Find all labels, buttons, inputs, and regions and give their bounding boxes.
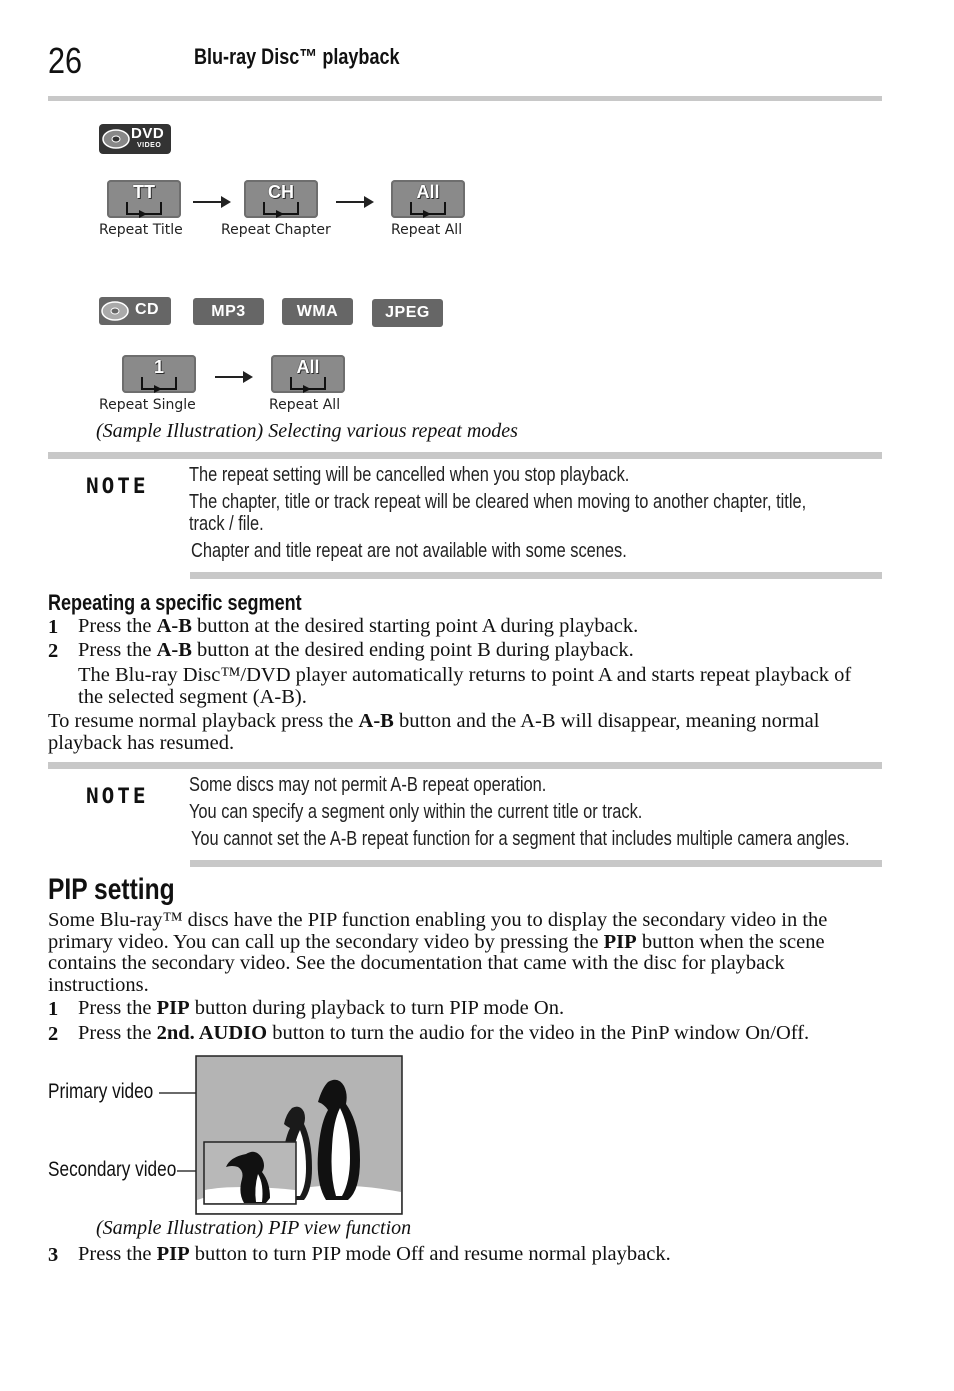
dvd-video-logo bbox=[99, 124, 171, 154]
dvd-logo-text: DVD bbox=[131, 125, 165, 142]
pip-illustration bbox=[150, 1050, 410, 1220]
step-text: Press the A-B button at the desired ending point B during playback. bbox=[78, 639, 634, 661]
repeat-all-label: Repeat All bbox=[391, 222, 463, 238]
note-label: NOTE bbox=[86, 474, 149, 498]
repeat-title-icon bbox=[107, 180, 181, 218]
repeat-title-label: Repeat Title bbox=[99, 222, 183, 238]
repeat-all-cd-glyph: All bbox=[296, 357, 320, 377]
step-text: Press the PIP button during playback to turn PIP mode On. bbox=[78, 997, 565, 1019]
pip-intro: Some Blu-ray™ discs have the PIP function enabling you to display the secondary video in the primary video. You can call up the secondary video by pressing the PIP button when the scene contains the secondary video. See the documentation that came with the disc for playback instructions. bbox=[48, 909, 828, 996]
note-line: You cannot set the A-B repeat function for a segment that includes multiple camera angles. bbox=[191, 828, 850, 850]
step-detail: The Blu-ray Disc™/DVD player automatically returns to point A and starts repeat playback of the selected segment (A-B). bbox=[78, 664, 852, 708]
page-number: 26 bbox=[48, 40, 83, 81]
arrow-icon bbox=[193, 201, 229, 203]
step-text: Press the A-B button at the desired starting point A during playback. bbox=[78, 615, 639, 637]
step-number: 2 bbox=[48, 1023, 59, 1045]
repeat-chapter-icon bbox=[244, 180, 318, 218]
repeat-single-label: Repeat Single bbox=[99, 397, 196, 413]
header-rule bbox=[48, 96, 882, 101]
dvd-logo-subtext: VIDEO bbox=[137, 142, 162, 149]
step-number: 1 bbox=[48, 998, 59, 1020]
wma-logo: WMA bbox=[282, 298, 353, 325]
figure-caption: (Sample Illustration) PIP view function bbox=[96, 1217, 412, 1239]
step-number: 3 bbox=[48, 1244, 59, 1266]
note-line: track / file. bbox=[189, 513, 264, 535]
step-text: Press the PIP button to turn PIP mode Off and resume normal playback. bbox=[78, 1243, 671, 1265]
resume-paragraph: To resume normal playback press the A-B button and the A-B will disappear, meaning normal playback has resumed. bbox=[48, 710, 820, 754]
section-heading: PIP setting bbox=[48, 873, 175, 906]
repeat-single-icon bbox=[122, 355, 196, 393]
note-line: The chapter, title or track repeat will be cleared when moving to another chapter, title, bbox=[189, 491, 807, 513]
repeat-title-glyph: TT bbox=[133, 182, 155, 202]
note-line: The repeat setting will be cancelled when you stop playback. bbox=[189, 464, 630, 486]
section-heading: Repeating a specific segment bbox=[48, 590, 302, 615]
step-text: Press the 2nd. AUDIO button to turn the audio for the video in the PinP window On/Off. bbox=[78, 1022, 810, 1044]
note-bottom-rule bbox=[190, 860, 882, 867]
repeat-all-glyph: All bbox=[416, 182, 440, 202]
disc-icon bbox=[100, 297, 130, 325]
repeat-chapter-glyph: CH bbox=[268, 182, 294, 202]
note-top-rule bbox=[48, 762, 882, 769]
note-top-rule bbox=[48, 452, 882, 459]
note-line: You can specify a segment only within the current title or track. bbox=[189, 801, 643, 823]
repeat-all-icon bbox=[391, 180, 465, 218]
primary-video-label: Primary video bbox=[48, 1080, 154, 1103]
secondary-video-label: Secondary video bbox=[48, 1158, 177, 1181]
repeat-all-cd-label: Repeat All bbox=[269, 397, 341, 413]
step-number: 2 bbox=[48, 640, 59, 662]
note-line: Chapter and title repeat are not available with some scenes. bbox=[191, 540, 627, 562]
step-number: 1 bbox=[48, 616, 59, 638]
arrow-icon bbox=[336, 201, 372, 203]
note-bottom-rule bbox=[190, 572, 882, 579]
repeat-all-cd-icon bbox=[271, 355, 345, 393]
note-line: Some discs may not permit A-B repeat operation. bbox=[189, 774, 547, 796]
figure-caption: (Sample Illustration) Selecting various repeat modes bbox=[96, 420, 518, 442]
jpeg-logo: JPEG bbox=[372, 299, 443, 327]
disc-icon bbox=[101, 124, 131, 154]
cd-logo bbox=[99, 297, 171, 325]
arrow-icon bbox=[215, 376, 251, 378]
mp3-logo: MP3 bbox=[193, 298, 264, 325]
repeat-chapter-label: Repeat Chapter bbox=[221, 222, 331, 238]
section-title: Blu-ray Disc™ playback bbox=[194, 44, 400, 69]
repeat-single-glyph: 1 bbox=[153, 357, 164, 377]
cd-logo-text: CD bbox=[135, 301, 160, 318]
note-label: NOTE bbox=[86, 784, 149, 808]
